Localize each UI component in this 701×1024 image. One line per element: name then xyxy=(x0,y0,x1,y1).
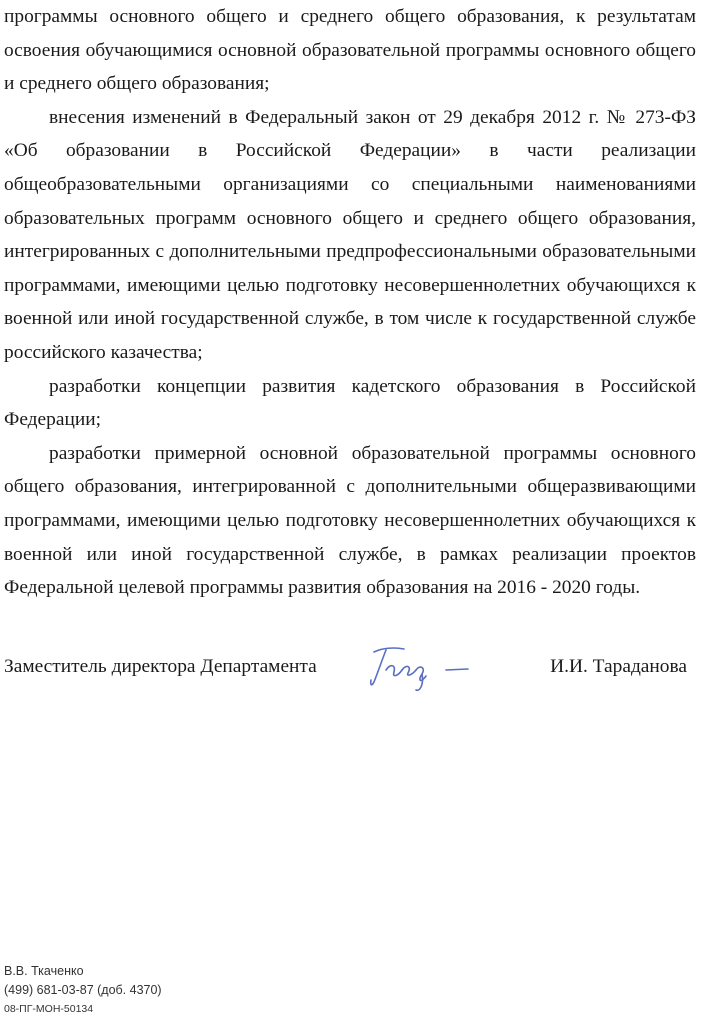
executor-name: В.В. Ткаченко xyxy=(4,964,84,978)
document-id: 08-ПГ-МОН-50134 xyxy=(4,1003,94,1015)
signatory-title: Заместитель директора Департамента xyxy=(4,656,317,677)
executor-footer xyxy=(4,962,162,1019)
handwritten-signature xyxy=(360,640,480,698)
paragraph-continuation: программы основного общего и среднего общего образования, к результатам освоения обучающимися основной образовательной программы основного общего и среднего общего образования; xyxy=(4,6,696,95)
signatory-name: И.И. Тараданова xyxy=(550,656,687,677)
executor-phone: (499) 681-03-87 (доб. 4370) xyxy=(4,983,162,997)
document-body xyxy=(4,0,696,605)
paragraph-law-amendment: внесения изменений в Федеральный закон от 29 декабря 2012 г. № 273-ФЗ «Об образовании в Российской Федерации» в части реализации общеобразовательными организациями со специальными наименованиями образовательных программ основного общего и среднего общего образования, интегрированных с дополнительными предпрофессиональными образовательными программами, имеющими целью подготовку несовершеннолетних обучающихся к военной или иной государственной службе, в том числе к государственной службе российского казачества; xyxy=(4,106,696,363)
paragraph-exemplary-program: разработки примерной основной образовательной программы основного общего образования, интегрированной с дополнительными общеразвивающими программами, имеющими целью подготовку несовершеннолетних обучающихся к военной или иной государственной службе, в рамках реализации проектов Федеральной целевой программы развития образования на 2016 - 2020 годы. xyxy=(4,442,696,599)
paragraph-cadet-concept: разработки концепции развития кадетского образования в Российской Федерации; xyxy=(4,375,696,431)
